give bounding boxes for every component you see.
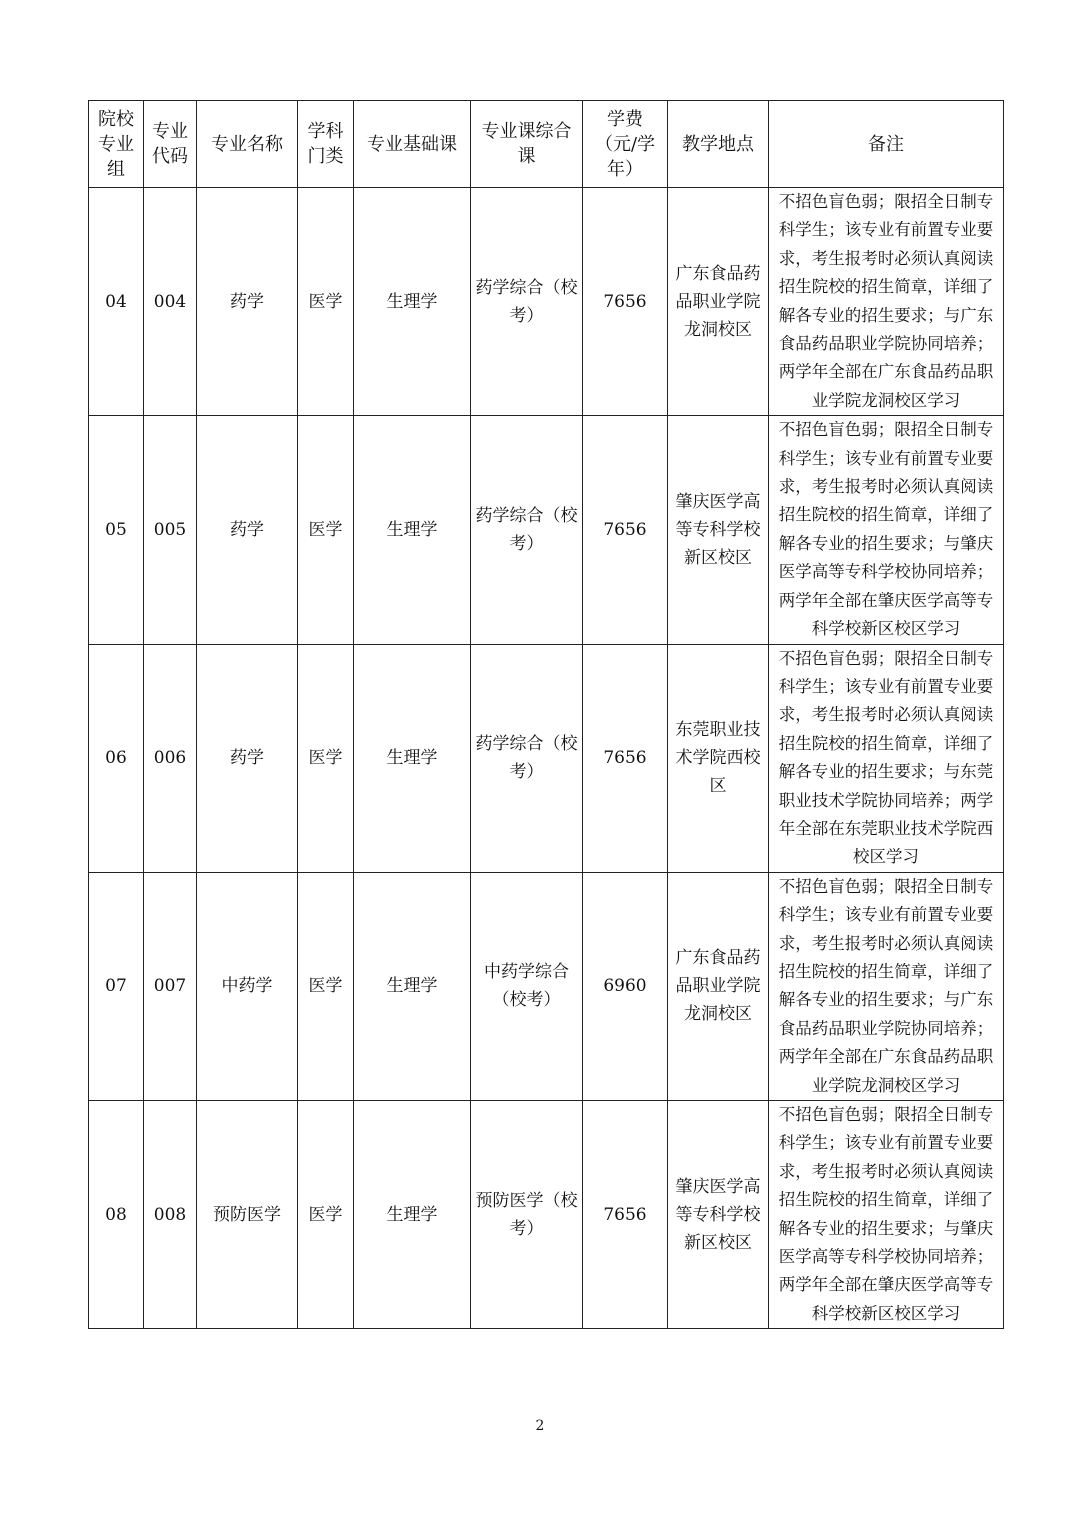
cell-fee: 7656 (583, 416, 668, 644)
enrollment-table (88, 100, 1004, 1329)
cell-composite-course: 中药学综合（校考） (471, 872, 583, 1100)
cell-note: 不招色盲色弱；限招全日制专科学生；该专业有前置专业要求，考生报考时必须认真阅读招生院校的招生简章，详细了解各专业的招生要求；与东莞职业技术学院协同培养；两学年全部在东莞职业技术学院西校区学习 (769, 644, 1004, 872)
cell-category: 医学 (298, 188, 354, 416)
cell-fee: 7656 (583, 644, 668, 872)
cell-name: 中药学 (197, 872, 298, 1100)
cell-category: 医学 (298, 416, 354, 644)
header-note: 备注 (769, 101, 1004, 188)
cell-note: 不招色盲色弱；限招全日制专科学生；该专业有前置专业要求，考生报考时必须认真阅读招生院校的招生简章，详细了解各专业的招生要求；与肇庆医学高等专科学校协同培养；两学年全部在肇庆医学高等专科学校新区校区学习 (769, 1101, 1004, 1329)
cell-group: 05 (89, 416, 144, 644)
cell-note: 不招色盲色弱；限招全日制专科学生；该专业有前置专业要求，考生报考时必须认真阅读招生院校的招生简章，详细了解各专业的招生要求；与广东食品药品职业学院协同培养；两学年全部在广东食品药品职业学院龙洞校区学习 (769, 872, 1004, 1100)
table-row (89, 188, 1004, 416)
cell-name: 药学 (197, 644, 298, 872)
cell-fee: 7656 (583, 188, 668, 416)
cell-location: 肇庆医学高等专科学校新区校区 (668, 1101, 769, 1329)
table-row (89, 644, 1004, 872)
table-row (89, 1101, 1004, 1329)
header-category: 学科门类 (298, 101, 354, 188)
cell-note: 不招色盲色弱；限招全日制专科学生；该专业有前置专业要求，考生报考时必须认真阅读招生院校的招生简章，详细了解各专业的招生要求；与广东食品药品职业学院协同培养；两学年全部在广东食品药品职业学院龙洞校区学习 (769, 188, 1004, 416)
cell-location: 肇庆医学高等专科学校新区校区 (668, 416, 769, 644)
cell-location: 广东食品药品职业学院龙洞校区 (668, 872, 769, 1100)
cell-category: 医学 (298, 1101, 354, 1329)
table-header-row (89, 101, 1004, 188)
cell-location: 广东食品药品职业学院龙洞校区 (668, 188, 769, 416)
cell-basic-course: 生理学 (354, 188, 471, 416)
cell-name: 药学 (197, 416, 298, 644)
table-row (89, 872, 1004, 1100)
cell-category: 医学 (298, 644, 354, 872)
cell-name: 药学 (197, 188, 298, 416)
cell-basic-course: 生理学 (354, 1101, 471, 1329)
cell-location: 东莞职业技术学院西校区 (668, 644, 769, 872)
cell-group: 06 (89, 644, 144, 872)
cell-code: 007 (144, 872, 197, 1100)
header-code: 专业代码 (144, 101, 197, 188)
cell-composite-course: 药学综合（校考） (471, 644, 583, 872)
cell-group: 08 (89, 1101, 144, 1329)
header-composite-course: 专业课综合课 (471, 101, 583, 188)
page-number: 2 (535, 1418, 545, 1434)
header-location: 教学地点 (668, 101, 769, 188)
cell-group: 07 (89, 872, 144, 1100)
cell-note: 不招色盲色弱；限招全日制专科学生；该专业有前置专业要求，考生报考时必须认真阅读招生院校的招生简章，详细了解各专业的招生要求；与肇庆医学高等专科学校协同培养；两学年全部在肇庆医学高等专科学校新区校区学习 (769, 416, 1004, 644)
cell-group: 04 (89, 188, 144, 416)
cell-fee: 6960 (583, 872, 668, 1100)
table-row (89, 416, 1004, 644)
cell-fee: 7656 (583, 1101, 668, 1329)
cell-name: 预防医学 (197, 1101, 298, 1329)
cell-basic-course: 生理学 (354, 872, 471, 1100)
cell-composite-course: 药学综合（校考） (471, 416, 583, 644)
header-fee: 学费（元/学年） (583, 101, 668, 188)
cell-code: 005 (144, 416, 197, 644)
cell-basic-course: 生理学 (354, 644, 471, 872)
header-group: 院校专业组 (89, 101, 144, 188)
cell-composite-course: 预防医学（校考） (471, 1101, 583, 1329)
header-basic-course: 专业基础课 (354, 101, 471, 188)
cell-code: 008 (144, 1101, 197, 1329)
cell-code: 004 (144, 188, 197, 416)
cell-code: 006 (144, 644, 197, 872)
cell-basic-course: 生理学 (354, 416, 471, 644)
header-name: 专业名称 (197, 101, 298, 188)
cell-composite-course: 药学综合（校考） (471, 188, 583, 416)
cell-category: 医学 (298, 872, 354, 1100)
